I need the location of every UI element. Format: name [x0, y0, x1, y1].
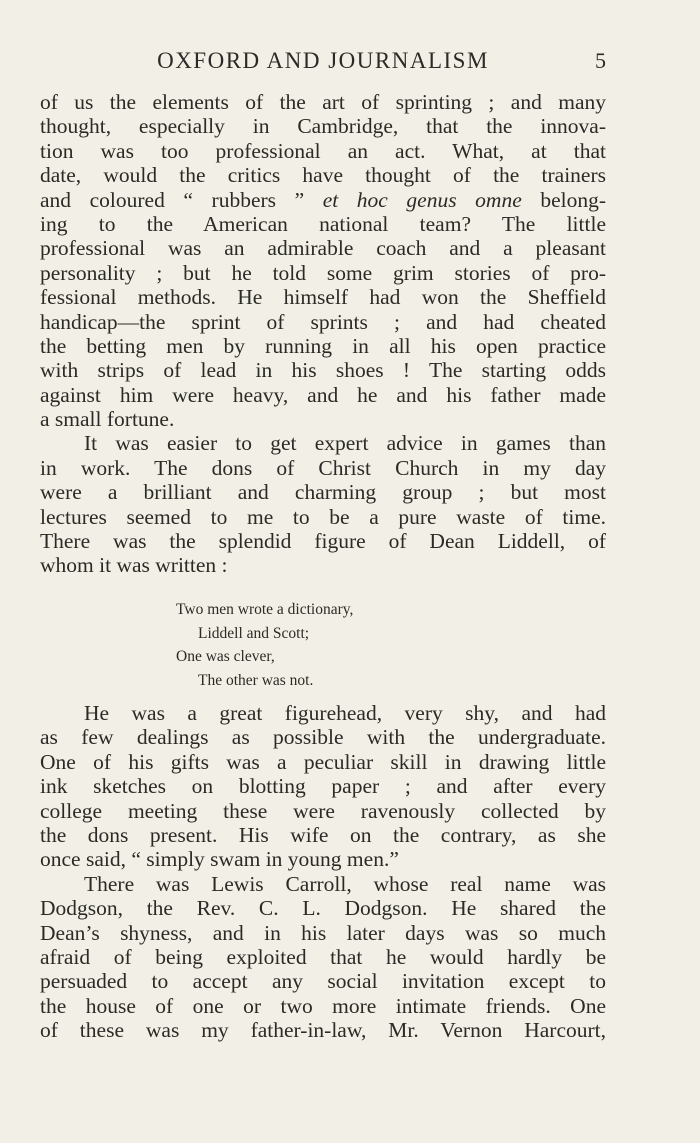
- text-line: personality ; but he told some grim stories of pro-: [40, 260, 606, 285]
- running-title: OXFORD AND JOURNALISM: [157, 48, 489, 73]
- text-line: college meeting these were ravenously collected by: [40, 798, 606, 823]
- text-line: It was easier to get expert advice in games than: [84, 431, 606, 456]
- text-line: a small fortune.: [40, 407, 175, 432]
- verse-line: The other was not.: [198, 671, 314, 689]
- text-line: Dodgson, the Rev. C. L. Dodgson. He shared the: [40, 896, 606, 921]
- running-head: [40, 44, 606, 78]
- text-line: ink sketches on blotting paper ; and after every: [40, 774, 606, 799]
- text-line: whom it was written :: [40, 553, 228, 578]
- body-text-top: [40, 90, 606, 578]
- text-line: thought, especially in Cambridge, that the innova-: [40, 114, 606, 139]
- text-line: professional was an admirable coach and a pleasant: [40, 236, 606, 261]
- text-line: against him were heavy, and he and his father made: [40, 382, 606, 407]
- verse-quote: [176, 598, 353, 692]
- text-line: of us the elements of the art of sprinting ; and many: [40, 90, 606, 114]
- text-line: Dean’s shyness, and in his later days was so much: [40, 920, 606, 945]
- text-line: He was a great figurehead, very shy, and had: [84, 701, 606, 725]
- text-segment: belong-: [521, 187, 607, 212]
- text-line: as few dealings as possible with the undergraduate.: [40, 725, 606, 750]
- page-number: 5: [595, 48, 606, 73]
- text-line: ing to the American national team? The little: [40, 211, 606, 236]
- text-line: in work. The dons of Christ Church in my day: [40, 455, 606, 480]
- text-line: date, would the critics have thought of the trainers: [40, 163, 606, 188]
- text-line: persuaded to accept any social invitation except to: [40, 969, 606, 994]
- text-line: with strips of lead in his shoes ! The starting odds: [40, 358, 606, 383]
- text-line: afraid of being exploited that he would hardly be: [40, 944, 606, 969]
- text-line: of these was my father-in-law, Mr. Vernon Harcourt,: [40, 1018, 606, 1043]
- text-line: One of his gifts was a peculiar skill in drawing little: [40, 749, 606, 774]
- body-text-bottom: [40, 701, 606, 1042]
- text-line: fessional methods. He himself had won the Sheffield: [40, 285, 606, 310]
- verse-line: Two men wrote a dictionary,: [176, 601, 354, 618]
- text-line: There was Lewis Carroll, whose real name was: [84, 871, 606, 896]
- text-line: were a brilliant and charming group ; but most: [40, 480, 606, 505]
- text-line: the dons present. His wife on the contrary, as she: [40, 822, 606, 847]
- text-segment: and coloured “ rubbers ”: [40, 187, 323, 212]
- text-line: once said, “ simply swam in young men.”: [40, 847, 399, 872]
- text-line: lectures seemed to me to be a pure waste of time.: [40, 504, 606, 529]
- verse-line: One was clever,: [176, 648, 275, 665]
- text-line: the house of one or two more intimate friends. One: [40, 993, 606, 1018]
- text-line: handicap—the sprint of sprints ; and had cheated: [40, 309, 606, 334]
- text-line: [40, 188, 606, 212]
- text-line: tion was too professional an act. What, at that: [40, 138, 606, 163]
- text-line: the betting men by running in all his open practice: [40, 333, 606, 358]
- latin-phrase: et hoc genus omne: [322, 187, 522, 212]
- text-line: There was the splendid figure of Dean Liddell, of: [40, 529, 606, 554]
- verse-line: Liddell and Scott;: [198, 624, 310, 642]
